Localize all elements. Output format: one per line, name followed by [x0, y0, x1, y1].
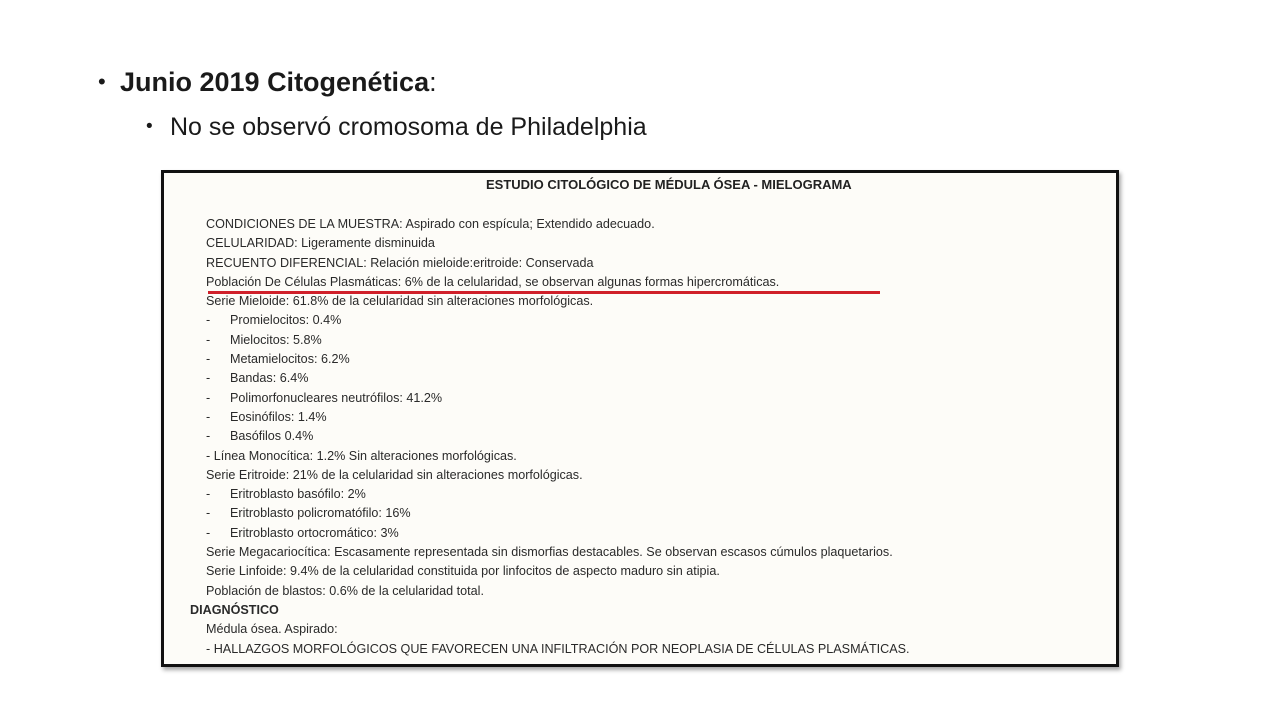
diagnosis-line: Médula ósea. Aspirado:: [206, 622, 338, 637]
report-scan-image: [161, 170, 1119, 667]
report-line: CELULARIDAD: Ligeramente disminuida: [206, 236, 435, 251]
report-line: CONDICIONES DE LA MUESTRA: Aspirado con espícula; Extendido adecuado.: [206, 217, 655, 231]
report-sub-line: - Eritroblasto basófilo: 2%: [206, 487, 366, 502]
report-line-highlighted: Población De Células Plasmáticas: 6% de la celularidad, se observan algunas formas hipercromáticas.: [206, 274, 780, 289]
report-sub-line: - Mielocitos: 5.8%: [206, 332, 322, 347]
report-sub-line: - Basófilos 0.4%: [206, 429, 314, 444]
report-body: [190, 215, 910, 659]
report-line: - Línea Monocítica: 1.2% Sin alteraciones morfológicas.: [206, 448, 517, 463]
report-line: Serie Megacariocítica: Escasamente representada sin dismorfias destacables. Se observan escasos cúmulos plaquetarios.: [206, 545, 893, 560]
report-sub-line: - Eritroblasto ortocromático: 3%: [206, 525, 399, 540]
report-line: Serie Mieloide: 61.8% de la celularidad sin alteraciones morfológicas.: [206, 294, 594, 309]
report-sub-line: - Eritroblasto policromatófilo: 16%: [206, 506, 411, 521]
report-sub-line: - Polimorfonucleares neutrófilos: 41.2%: [206, 390, 443, 405]
bullet-main-text: [120, 64, 437, 100]
diagnosis-line: - HALLAZGOS MORFOLÓGICOS QUE FAVORECEN UNA INFILTRACIÓN POR NEOPLASIA DE CÉLULAS PLASMÁTICAS.: [206, 641, 910, 656]
bullet-main-suffix: :: [429, 67, 437, 97]
report-line: RECUENTO DIFERENCIAL: Relación mieloide:eritroide: Conservada: [206, 255, 594, 270]
report-line: Población de blastos: 0.6% de la celularidad total.: [206, 583, 484, 598]
report-line: Serie Linfoide: 9.4% de la celularidad constituida por linfocitos de aspecto maduro sin atipia.: [206, 564, 720, 579]
diagnosis-heading: DIAGNÓSTICO: [190, 602, 279, 617]
bullet-dot-icon: •: [98, 69, 106, 94]
bullet-dot-icon: •: [146, 116, 153, 137]
report-sub-line: - Bandas: 6.4%: [206, 371, 309, 386]
bullet-sub-text: No se observó cromosoma de Philadelphia: [170, 113, 647, 141]
report-title: ESTUDIO CITOLÓGICO DE MÉDULA ÓSEA - MIELOGRAMA: [486, 177, 852, 192]
report-line: Serie Eritroide: 21% de la celularidad sin alteraciones morfológicas.: [206, 467, 583, 482]
report-sub-line: - Promielocitos: 0.4%: [206, 313, 342, 328]
report-sub-line: - Metamielocitos: 6.2%: [206, 352, 350, 367]
report-sub-line: - Eosinófilos: 1.4%: [206, 409, 327, 424]
bullet-main-bold: Junio 2019 Citogenética: [120, 67, 430, 97]
